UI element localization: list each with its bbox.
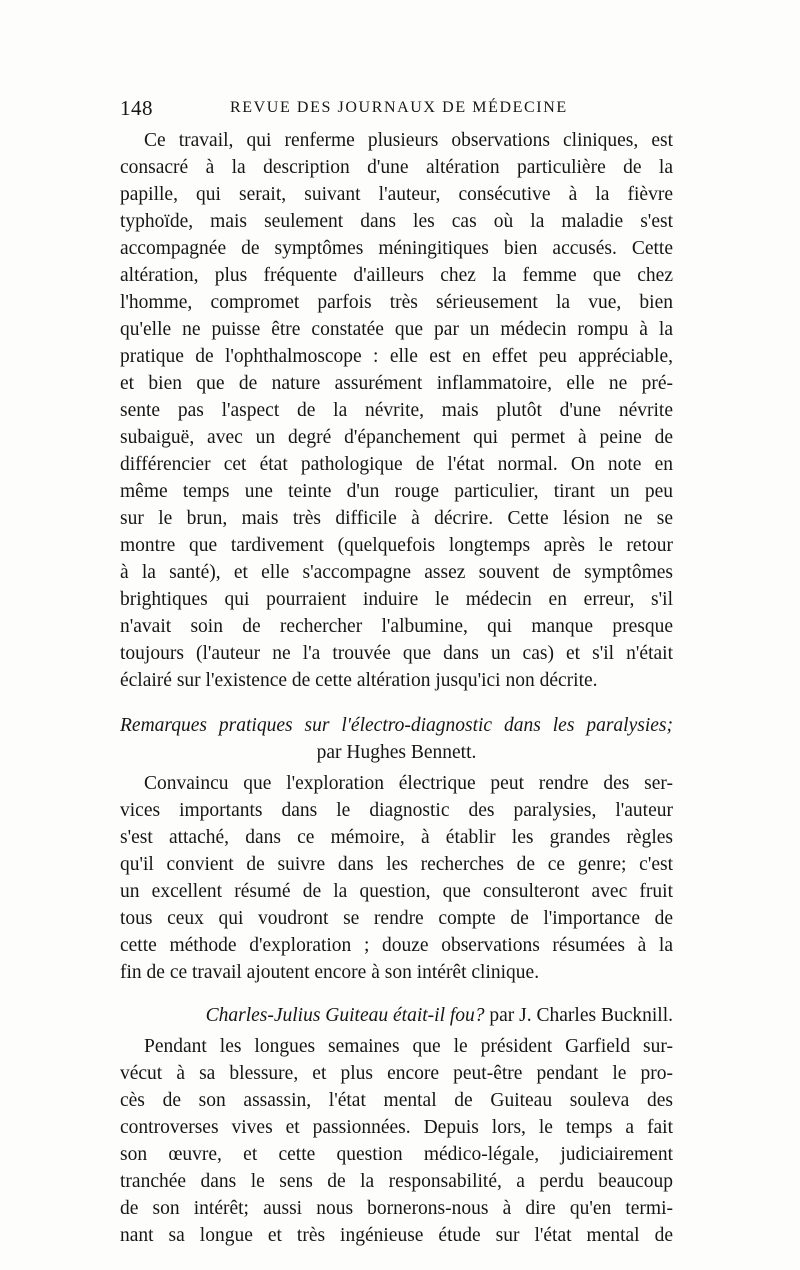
text-line: vécut à sa blessure, et plus encore peut-être pendant le pro- (120, 1063, 673, 1084)
text-line: nant sa longue et très ingénieuse étude sur l'état mental de (120, 1225, 673, 1246)
text-line: vices importants dans le diagnostic des paralysies, l'auteur (120, 800, 673, 821)
text-line: éclairé sur l'existence de cette altération jusqu'ici non décrite. (120, 670, 598, 691)
page-number: 148 (120, 96, 153, 120)
text-line: accompagnée de symptômes méningitiques bien accusés. Cette (120, 238, 673, 259)
text-line: Ce travail, qui renferme plusieurs observations cliniques, est (144, 130, 673, 151)
text-line: typhoïde, mais seulement dans les cas où la maladie s'est (120, 211, 673, 232)
text-line: cès de son assassin, l'état mental de Guiteau souleva des (120, 1090, 673, 1111)
text-line: l'homme, compromet parfois très sérieusement la vue, bien (120, 292, 673, 313)
page-header (120, 96, 680, 122)
text-line: Convaincu que l'exploration électrique peut rendre des ser- (144, 773, 673, 794)
text-line: et bien que de nature assurément inflammatoire, elle ne pré- (120, 373, 673, 394)
text-line: fin de ce travail ajoutent encore à son intérêt clinique. (120, 962, 540, 983)
text-line: brightiques qui pourraient induire le médecin en erreur, s'il (120, 589, 673, 610)
text-line: montre que tardivement (quelquefois longtemps après le retour (120, 535, 673, 556)
text-line: subaiguë, avec un degré d'épanchement qui permet à peine de (120, 427, 673, 448)
article-title (120, 1003, 673, 1029)
text-line: cette méthode d'exploration ; douze observations résumées à la (120, 935, 673, 956)
text-line: qu'il convient de suivre dans les recherches de ce genre; c'est (120, 854, 673, 875)
text-line: son œuvre, et cette question médico-légale, judiciairement (120, 1144, 673, 1165)
text-line: toujours (l'auteur ne l'a trouvée que dans un cas) et s'il n'était (120, 643, 673, 664)
article-title-italic: Remarques pratiques sur l'électro-diagnostic dans les paralysies; (120, 715, 673, 736)
text-line: qu'elle ne puisse être constatée que par un médecin rompu à la (120, 319, 673, 340)
text-line: un excellent résumé de la question, que consulteront avec fruit (120, 881, 673, 902)
text-line: sente pas l'aspect de la névrite, mais plutôt d'une névrite (120, 400, 673, 421)
text-line: différencier cet état pathologique de l'état normal. On note en (120, 454, 673, 475)
running-title: REVUE DES JOURNAUX DE MÉDECINE (230, 99, 568, 116)
article-byline: par J. Charles Bucknill. (484, 1005, 673, 1026)
text-line: tranchée dans le sens de la responsabilité, a perdu beaucoup (120, 1171, 673, 1192)
text-line: n'avait soin de rechercher l'albumine, qui manque presque (120, 616, 673, 637)
text-line: même temps une teinte d'un rouge particulier, tirant un peu (120, 481, 673, 502)
article-byline: par Hughes Bennett. (316, 742, 477, 763)
text-line: s'est attaché, dans ce mémoire, à établir les grandes règles (120, 827, 673, 848)
text-line: Pendant les longues semaines que le président Garfield sur- (144, 1036, 673, 1057)
text-line: papille, qui serait, suivant l'auteur, consécutive à la fièvre (120, 184, 673, 205)
text-line: controverses vives et passionnées. Depuis lors, le temps a fait (120, 1117, 673, 1138)
text-line: pratique de l'ophthalmoscope : elle est en effet peu appréciable, (120, 346, 673, 367)
text-line: tous ceux qui voudront se rendre compte de l'importance de (120, 908, 673, 929)
article-title-italic: Charles-Julius Guiteau était-il fou? (205, 1005, 485, 1026)
text-line: altération, plus fréquente d'ailleurs chez la femme que chez (120, 265, 673, 286)
article-title (120, 713, 673, 739)
text-line: à la santé), et elle s'accompagne assez souvent de symptômes (120, 562, 673, 583)
text-line: de son intérêt; aussi nous bornerons-nous à dire qu'en termi- (120, 1198, 673, 1219)
text-line: consacré à la description d'une altération particulière de la (120, 157, 673, 178)
text-line: sur le brun, mais très difficile à décrire. Cette lésion ne se (120, 508, 673, 529)
